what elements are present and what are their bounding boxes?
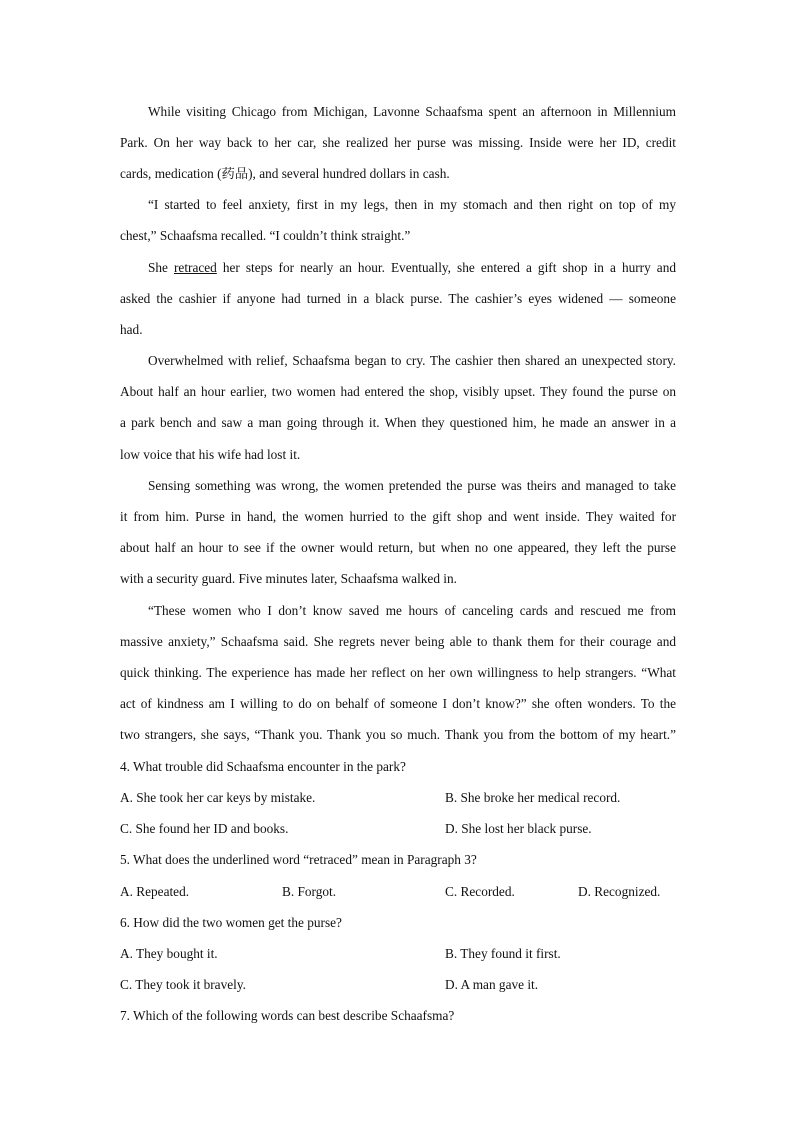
question-6-option-b[interactable]: B. They found it first. bbox=[445, 946, 561, 961]
paragraph-5-line-2: it from him. Purse in hand, the women hurried to the gift shop and went inside. They waited for bbox=[120, 509, 676, 524]
paragraph-6-line-2: massive anxiety,” Schaafsma said. She regrets never being able to thank them for their courage and bbox=[120, 634, 676, 649]
question-7-stem: 7. Which of the following words can best describe Schaafsma? bbox=[120, 1008, 455, 1023]
paragraph-1-line-3: cards, medication (药品), and several hundred dollars in cash. bbox=[120, 166, 450, 181]
question-6-option-c[interactable]: C. They took it bravely. bbox=[120, 977, 246, 992]
paragraph-5-line-4: with a security guard. Five minutes later, Schaafsma walked in. bbox=[120, 571, 457, 586]
p3-after-text: her steps for nearly an hour. Eventually, she entered a gift shop in a hurry and bbox=[216, 260, 676, 275]
underlined-word-retraced: retraced bbox=[174, 260, 217, 275]
paragraph-4-line-4: low voice that his wife had lost it. bbox=[120, 447, 301, 462]
paragraph-1-line-2: Park. On her way back to her car, she realized her purse was missing. Inside were her ID, credit bbox=[120, 135, 676, 150]
paragraph-5-line-1: Sensing something was wrong, the women pretended the purse was theirs and managed to take bbox=[148, 478, 676, 493]
paragraph-3-line-3: had. bbox=[120, 322, 143, 337]
question-4-stem: 4. What trouble did Schaafsma encounter in the park? bbox=[120, 759, 406, 774]
question-4-option-b[interactable]: B. She broke her medical record. bbox=[445, 790, 621, 805]
paragraph-5-line-3: about half an hour to see if the owner would return, but when no one appeared, they left the purse bbox=[120, 540, 676, 555]
paragraph-3-line-1 bbox=[148, 258, 676, 278]
question-5-option-a[interactable]: A. Repeated. bbox=[120, 884, 190, 899]
paragraph-4-line-1: Overwhelmed with relief, Schaafsma began to cry. The cashier then shared an unexpected story. bbox=[148, 353, 676, 368]
paragraph-6-line-1: “These women who I don’t know saved me hours of canceling cards and rescued me from bbox=[148, 603, 676, 618]
question-6-option-d[interactable]: D. A man gave it. bbox=[445, 977, 539, 992]
paragraph-1-line-1: While visiting Chicago from Michigan, Lavonne Schaafsma spent an afternoon in Millennium bbox=[148, 104, 676, 119]
paragraph-6-line-4: act of kindness am I willing to do on behalf of someone I don’t know?” she often wonders. To the bbox=[120, 696, 676, 711]
question-5-option-b[interactable]: B. Forgot. bbox=[282, 884, 337, 899]
p3-before-text: She bbox=[148, 260, 174, 275]
question-4-option-d[interactable]: D. She lost her black purse. bbox=[445, 821, 592, 836]
question-5-option-d[interactable]: D. Recognized. bbox=[578, 884, 661, 899]
paragraph-2-line-2: chest,” Schaafsma recalled. “I couldn’t think straight.” bbox=[120, 228, 411, 243]
paragraph-3-line-2: asked the cashier if anyone had turned in a black purse. The cashier’s eyes widened — someone bbox=[120, 291, 676, 306]
question-4-option-c[interactable]: C. She found her ID and books. bbox=[120, 821, 289, 836]
paragraph-6-line-5: two strangers, she says, “Thank you. Thank you so much. Thank you from the bottom of my heart.” bbox=[120, 727, 676, 742]
question-5-option-c[interactable]: C. Recorded. bbox=[445, 884, 515, 899]
question-5-stem: 5. What does the underlined word “retraced” mean in Paragraph 3? bbox=[120, 852, 477, 867]
question-6-option-a[interactable]: A. They bought it. bbox=[120, 946, 218, 961]
question-6-stem: 6. How did the two women get the purse? bbox=[120, 915, 342, 930]
paragraph-2-line-1: “I started to feel anxiety, first in my legs, then in my stomach and then right on top of my bbox=[148, 197, 676, 212]
question-4-option-a[interactable]: A. She took her car keys by mistake. bbox=[120, 790, 316, 805]
paragraph-4-line-3: a park bench and saw a man going through it. When they questioned him, he made an answer in a bbox=[120, 415, 676, 430]
paragraph-4-line-2: About half an hour earlier, two women had entered the shop, visibly upset. They found the purse on bbox=[120, 384, 676, 399]
paragraph-6-line-3: quick thinking. The experience has made her reflect on her own willingness to help strangers. “What bbox=[120, 665, 676, 680]
